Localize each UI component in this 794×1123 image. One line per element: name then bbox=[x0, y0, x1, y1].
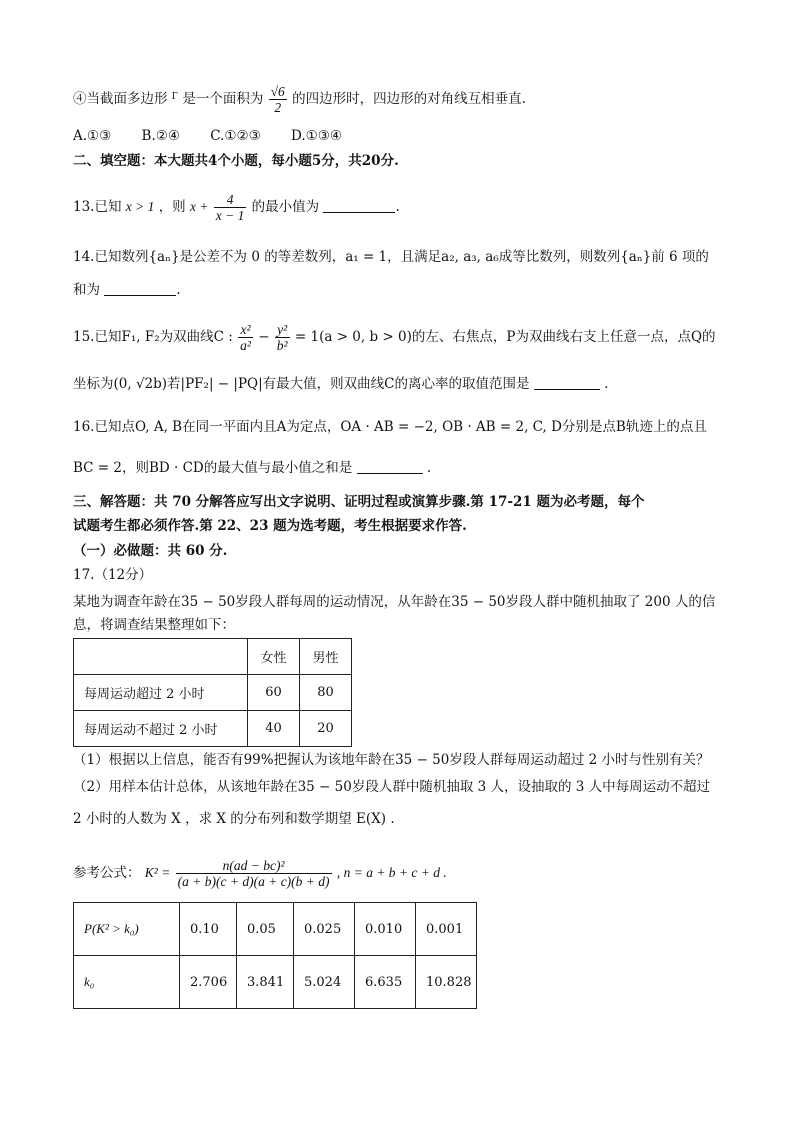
p-row-label: P(K² > k₀) bbox=[74, 903, 180, 956]
formula-fraction bbox=[176, 858, 332, 889]
choice-d: D.①③④ bbox=[291, 128, 342, 144]
table-cell: 40 bbox=[248, 711, 300, 747]
q17-part-2-line-1: （2）用样本估计总体，从该地年龄在35 − 50岁段人群中随机抽取 3 人，设抽取的 3 人中每周运动不超过 bbox=[73, 779, 711, 795]
q12-item-4 bbox=[73, 84, 724, 115]
table-row bbox=[74, 903, 477, 956]
table-cell: 0.10 bbox=[180, 903, 237, 956]
q13-fraction-numerator: 4 bbox=[214, 192, 247, 208]
q13-expr-lead: x + bbox=[189, 199, 209, 214]
required-subsection-heading: （一）必做题：共 60 分. bbox=[73, 543, 228, 559]
table-cell: 20 bbox=[300, 711, 352, 747]
critical-value-table bbox=[73, 902, 477, 1009]
table-row bbox=[74, 711, 352, 747]
survey-table bbox=[73, 638, 352, 747]
choice-b: B.②④ bbox=[141, 128, 180, 144]
section-3-heading-line-2: 试题考生都必须作答.第 22、23 题为选考题，考生根据要求作答. bbox=[73, 518, 467, 534]
q12-item4-suffix: 的四边形时，四边形的对角线互相垂直. bbox=[292, 91, 526, 107]
q12-item4-glyph: Γ bbox=[171, 92, 179, 102]
table-cell: 0.010 bbox=[355, 903, 416, 956]
formula-label: 参考公式： bbox=[73, 865, 141, 881]
question-15-line-2 bbox=[73, 374, 724, 394]
section-2-heading: 二、填空题：本大题共4个小题，每小题5分，共20分. bbox=[73, 153, 399, 169]
q17-intro-line-1: 某地为调查年龄在35 − 50岁段人群每周的运动情况，从年龄在35 − 50岁段人群中随机抽取了 200 人的信 bbox=[73, 594, 716, 610]
q15-fraction-y bbox=[275, 322, 290, 353]
q15-line2-a: 坐标为(0, √2b)若|PF₂| − |PQ|有最大值，则双曲线C的离心率的取值范围是 bbox=[73, 376, 530, 392]
formula-tail: , n = a + b + c + d . bbox=[336, 865, 447, 880]
reference-formula bbox=[73, 858, 724, 889]
section-3-heading-line-1: 三、解答题：共 70 分解答应写出文字说明、证明过程或演算步骤.第 17-21 题为必考题，每个 bbox=[73, 494, 645, 510]
q13-fraction bbox=[214, 192, 247, 223]
formula-denominator: (a + b)(c + d)(a + c)(b + d) bbox=[177, 874, 330, 889]
q15-fraction-x bbox=[238, 322, 253, 353]
q14-line2-text: 和为 bbox=[73, 282, 100, 298]
table-cell: 5.024 bbox=[294, 956, 355, 1009]
table-cell: 2.706 bbox=[180, 956, 237, 1009]
q15-minus: − bbox=[258, 329, 270, 345]
table-cell: 10.828 bbox=[416, 956, 477, 1009]
q13-suffix: 的最小值为 bbox=[251, 199, 320, 215]
q12-item4-mid: 是一个面积为 bbox=[182, 91, 264, 107]
q16-line2-b: . bbox=[426, 460, 432, 476]
q13-prefix: 13.已知 bbox=[73, 199, 122, 215]
q17-score: 17.（12分） bbox=[73, 567, 153, 583]
q15-line2-b: . bbox=[604, 376, 609, 392]
k-row-label: k₀ bbox=[74, 956, 180, 1009]
q12-area-numerator: √6 bbox=[270, 84, 285, 99]
formula-numerator: n(ad − bc)² bbox=[176, 858, 332, 874]
q16-answer-blank[interactable] bbox=[357, 459, 423, 474]
q12-item4-prefix: ④当截面多边形 bbox=[73, 91, 168, 107]
table-header-cell: 男性 bbox=[300, 639, 352, 675]
table-cell: 每周运动超过 2 小时 bbox=[74, 675, 248, 711]
q15-fx-numerator: x² bbox=[238, 322, 253, 338]
q13-mid: ，则 bbox=[158, 199, 186, 215]
table-cell: 0.025 bbox=[294, 903, 355, 956]
table-row bbox=[74, 675, 352, 711]
table-cell: 3.841 bbox=[237, 956, 294, 1009]
q12-area-fraction bbox=[269, 84, 287, 115]
q17-intro-line-2: 息，将调查结果整理如下： bbox=[73, 617, 235, 633]
question-13: 13.已知 x > 1 ，则 x + $\frac{4}{x - 1}$ 的最小值为 . bbox=[73, 192, 400, 223]
q14-answer-blank[interactable] bbox=[104, 281, 176, 296]
table-cell: 6.635 bbox=[355, 956, 416, 1009]
table-row bbox=[74, 956, 477, 1009]
formula-lhs: K² = bbox=[144, 865, 171, 880]
q13-fraction-denominator: x − 1 bbox=[215, 208, 245, 223]
question-16-line-2 bbox=[73, 458, 724, 478]
q15-fx-denominator: a² bbox=[240, 338, 251, 353]
q12-area-denominator: 2 bbox=[274, 100, 282, 115]
q17-part-1: （1）根据以上信息，能否有99%把握认为该地年龄在35 − 50岁段人群每周运动超过 2 小时与性别有关？ bbox=[73, 752, 710, 768]
q15-line1-b: = 1(a > 0, b > 0)的左、右焦点，P为双曲线右支上任意一点，点Q的 bbox=[294, 329, 716, 345]
q13-answer-blank[interactable] bbox=[323, 198, 395, 213]
q15-line1-a: 15.已知F₁, F₂为双曲线C : bbox=[73, 329, 233, 345]
question-14-line-2: 和为 . bbox=[73, 282, 181, 298]
question-15-line-1 bbox=[73, 322, 724, 353]
table-cell: 0.001 bbox=[416, 903, 477, 956]
q17-part-2-line-2: 2 小时的人数为 X ，求 X 的分布列和数学期望 E(X) . bbox=[73, 811, 395, 827]
q15-answer-blank[interactable] bbox=[534, 375, 600, 390]
q12-choices bbox=[73, 126, 724, 146]
table-header-cell: 女性 bbox=[248, 639, 300, 675]
q15-fy-numerator: y² bbox=[275, 322, 290, 338]
table-cell: 0.05 bbox=[237, 903, 294, 956]
q15-fy-denominator: b² bbox=[276, 338, 288, 353]
table-cell: 每周运动不超过 2 小时 bbox=[74, 711, 248, 747]
table-cell: 60 bbox=[248, 675, 300, 711]
choice-c: C.①②③ bbox=[210, 128, 261, 144]
table-cell: 80 bbox=[300, 675, 352, 711]
question-16-line-1: 16.已知点O, A, B在同一平面内且A为定点，OA · AB = −2, OB · AB = 2, C, D分别是点B轨迹上的点且 bbox=[73, 419, 707, 435]
q13-condition: x > 1 bbox=[125, 199, 155, 214]
choice-a: A.①③ bbox=[73, 128, 112, 144]
q16-line2-a: BC = 2，则BD · CD的最大值与最小值之和是 bbox=[73, 460, 353, 476]
table-header-cell bbox=[74, 639, 248, 675]
question-14-line-1: 14.已知数列{aₙ}是公差不为 0 的等差数列，a₁ = 1，且满足a₂, a₃, a₆成等比数列，则数列{aₙ}前 6 项的 bbox=[73, 249, 709, 265]
table-header-row bbox=[74, 639, 352, 675]
